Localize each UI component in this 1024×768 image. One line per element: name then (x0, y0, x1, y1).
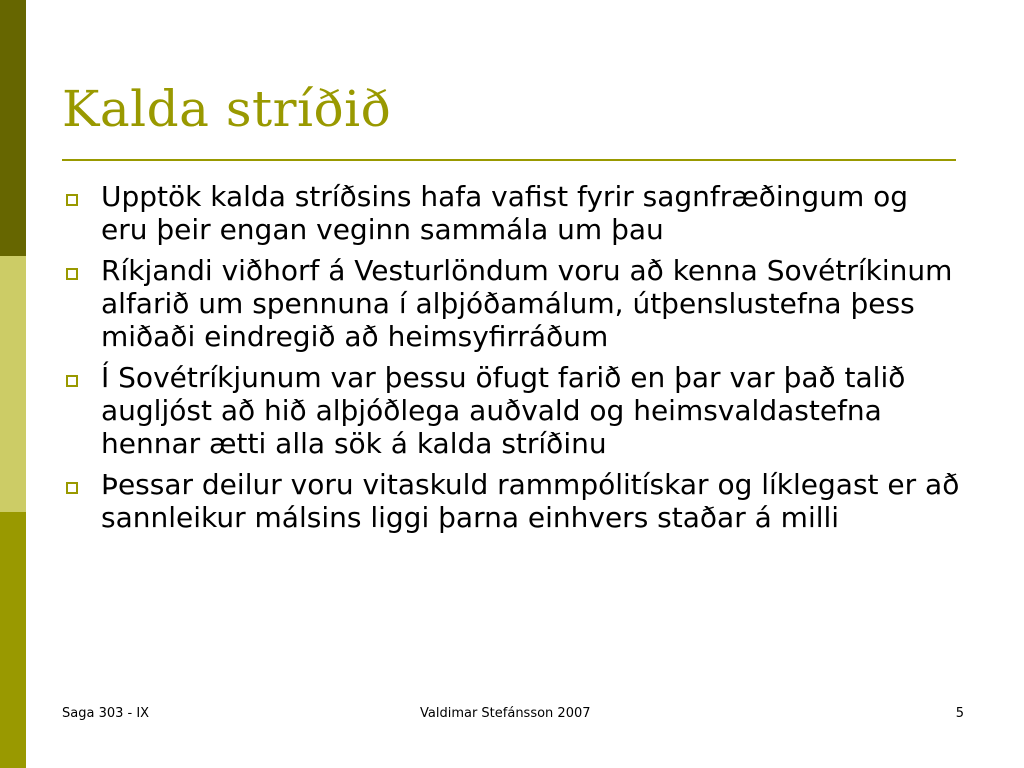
bullet-text: Ríkjandi viðhorf á Vesturlöndum voru að kenna Sovétríkinum alfarið um spennuna í alþjóðamálum, útþenslustefna þess miðaði eindregið að heimsyfirráðum (101, 254, 953, 353)
square-bullet-icon (66, 482, 78, 494)
bullet-item (62, 361, 962, 460)
slide-title: Kalda stríðið (62, 80, 392, 138)
square-bullet-icon (66, 375, 78, 387)
footer-author: Valdimar Stefánsson 2007 (420, 706, 591, 721)
bullet-text: Þessar deilur voru vitaskuld rammpólitískar og líklegast er að sannleikur málsins liggi þarna einhvers staðar á milli (101, 468, 960, 534)
bullet-item (62, 468, 962, 534)
bullet-text: Í Sovétríkjunum var þessu öfugt farið en þar var það talið augljóst að hið alþjóðlega auðvald og heimsvaldastefna hennar ætti alla sök á kalda stríðinu (101, 361, 906, 460)
square-bullet-icon (66, 268, 78, 280)
side-band-olive (0, 512, 26, 768)
bullet-list (62, 180, 962, 542)
side-band-light (0, 256, 26, 512)
bullet-text: Upptök kalda stríðsins hafa vafist fyrir sagnfræðingum og eru þeir engan veginn sammála um þau (101, 180, 909, 246)
bullet-item (62, 254, 962, 353)
footer-course: Saga 303 - IX (62, 706, 150, 721)
title-divider (62, 159, 956, 161)
bullet-item (62, 180, 962, 246)
side-band-dark (0, 0, 26, 256)
square-bullet-icon (66, 194, 78, 206)
footer-page-number: 5 (955, 706, 964, 721)
